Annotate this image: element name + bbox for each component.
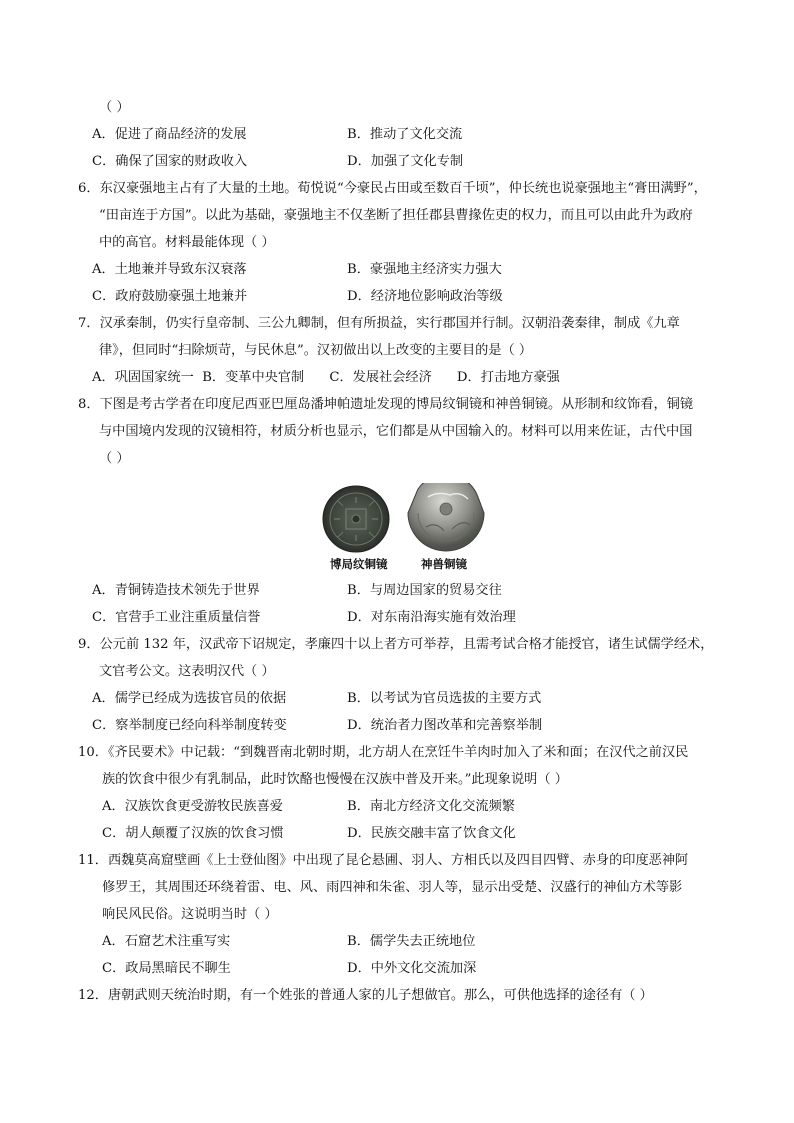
beast-mirror bbox=[408, 483, 484, 551]
q9-option-d: D．统治者力图改革和完善察举制 bbox=[347, 718, 543, 733]
q6-option-a: A．土地兼并导致东汉衰落 bbox=[92, 262, 247, 277]
q11-option-b: B．儒学失去正统地位 bbox=[347, 934, 476, 949]
q10-stem-line-2: 族的饮食中很少有乳制品，此时饮酪也慢慢在汉族中普及开来。”此现象说明（ ） bbox=[102, 772, 568, 787]
q7-stem-line-2: 律》，但同时“扫除烦苛，与民休息”。汉初做出以上改变的主要目的是（ ） bbox=[99, 343, 533, 358]
boju-mirror bbox=[323, 486, 389, 552]
q8-option-b: B．与周边国家的贸易交往 bbox=[347, 583, 502, 598]
bronze-mirrors-image bbox=[318, 483, 508, 553]
q5-option-c: C．确保了国家的财政收入 bbox=[92, 154, 248, 169]
q11-option-d: D．中外文化交流加深 bbox=[347, 961, 477, 976]
q10-option-a: A．汉族饮食更受游牧民族喜爱 bbox=[102, 799, 283, 814]
q7-options: A．巩固国家统一 B．变革中央官制 C．发展社会经济 D．打击地方豪强 bbox=[92, 370, 560, 385]
q8-option-c: C．官营手工业注重质量信誉 bbox=[92, 610, 261, 625]
q11-option-c: C．政局黑暗民不聊生 bbox=[102, 961, 231, 976]
q11-stem-line-2: 修罗王，其周围还环绕着雷、电、风、雨四神和朱雀、羽人等，显示出受楚、汉盛行的神仙方术等影 bbox=[102, 880, 683, 895]
q6-stem-line-2: “田亩连于方国”。以此为基础，豪强地主不仅垄断了担任郡县曹掾佐吏的权力，而且可以由此升为政府 bbox=[99, 208, 693, 223]
q8-option-a: A．青铜铸造技术领先于世界 bbox=[92, 583, 260, 598]
caption-beast-mirror: 神兽铜镜 bbox=[421, 557, 467, 571]
q9-option-b: B．以考试为官员选拔的主要方式 bbox=[347, 691, 542, 706]
q10-stem-line-1: 10．《齐民要术》中记载：“到魏晋南北朝时期，北方胡人在烹饪牛羊肉时加入了米和面；在汉代之前汉民 bbox=[78, 745, 689, 760]
q8-stem-line-2: 与中国境内发现的汉镜相符，材质分析也显示，它们都是从中国输入的。材料可以用来佐证，古代中国 bbox=[99, 424, 693, 439]
q11-stem-line-1: 11．西魏莫高窟壁画《上士登仙图》中出现了昆仑悬圃、羽人、方相氏以及四目四臂、赤身的印度恶神阿 bbox=[78, 853, 689, 868]
q10-option-d: D．民族交融丰富了饮食文化 bbox=[347, 826, 516, 841]
q11-option-a: A．石窟艺术注重写实 bbox=[102, 934, 231, 949]
q6-stem-line-3: 中的高官。材料最能体现（ ） bbox=[99, 235, 275, 250]
q5-option-d: D．加强了文化专制 bbox=[347, 154, 464, 169]
q8-stem-line-3: （ ） bbox=[99, 451, 130, 466]
q7-stem-line-1: 7．汉承秦制，仍实行皇帝制、三公九卿制，但有所损益，实行郡国并行制。汉朝沿袭秦律，制成《九章 bbox=[78, 316, 680, 331]
caption-boju-mirror: 博局纹铜镜 bbox=[330, 557, 388, 571]
q6-option-c: C．政府鼓励豪强土地兼并 bbox=[92, 289, 248, 304]
q9-stem-line-1: 9．公元前 132 年，汉武帝下诏规定，孝廉四十以上者方可举荐，且需考试合格才能授官，诸生试儒学经术， bbox=[78, 637, 714, 652]
q5-option-b: B．推动了文化交流 bbox=[347, 127, 463, 142]
q9-stem-line-2: 文官考公文。这表明汉代（ ） bbox=[99, 664, 275, 679]
q5-option-a: A．促进了商品经济的发展 bbox=[92, 127, 247, 142]
q6-stem-line-1: 6．东汉豪强地主占有了大量的土地。荀悦说“今豪民占田或至数百千顷”，仲长统也说豪强地主“膏田满野”， bbox=[78, 181, 707, 196]
q9-option-a: A．儒学已经成为选拔官员的依据 bbox=[92, 691, 287, 706]
q8-option-d: D．对东南沿海实施有效治理 bbox=[347, 610, 516, 625]
bronze-mirrors-figure bbox=[318, 483, 508, 573]
q9-option-c: C．察举制度已经向科举制度转变 bbox=[92, 718, 287, 733]
q12-stem-line-1: 12．唐朝武则天统治时期，有一个姓张的普通人家的儿子想做官。那么，可供他选择的途径有（ ） bbox=[78, 988, 653, 1003]
q6-option-d: D．经济地位影响政治等级 bbox=[347, 289, 503, 304]
q10-option-c: C．胡人颠覆了汉族的饮食习惯 bbox=[102, 826, 284, 841]
q6-option-b: B．豪强地主经济实力强大 bbox=[347, 262, 502, 277]
q10-option-b: B．南北方经济文化交流频繁 bbox=[347, 799, 515, 814]
q5-answer-paren: （ ） bbox=[99, 100, 130, 115]
q11-stem-line-3: 响民风民俗。这说明当时（ ） bbox=[102, 907, 278, 922]
q8-stem-line-1: 8．下图是考古学者在印度尼西亚巴厘岛潘坤帕遗址发现的博局纹铜镜和神兽铜镜。从形制和纹饰看，铜镜 bbox=[78, 397, 694, 412]
